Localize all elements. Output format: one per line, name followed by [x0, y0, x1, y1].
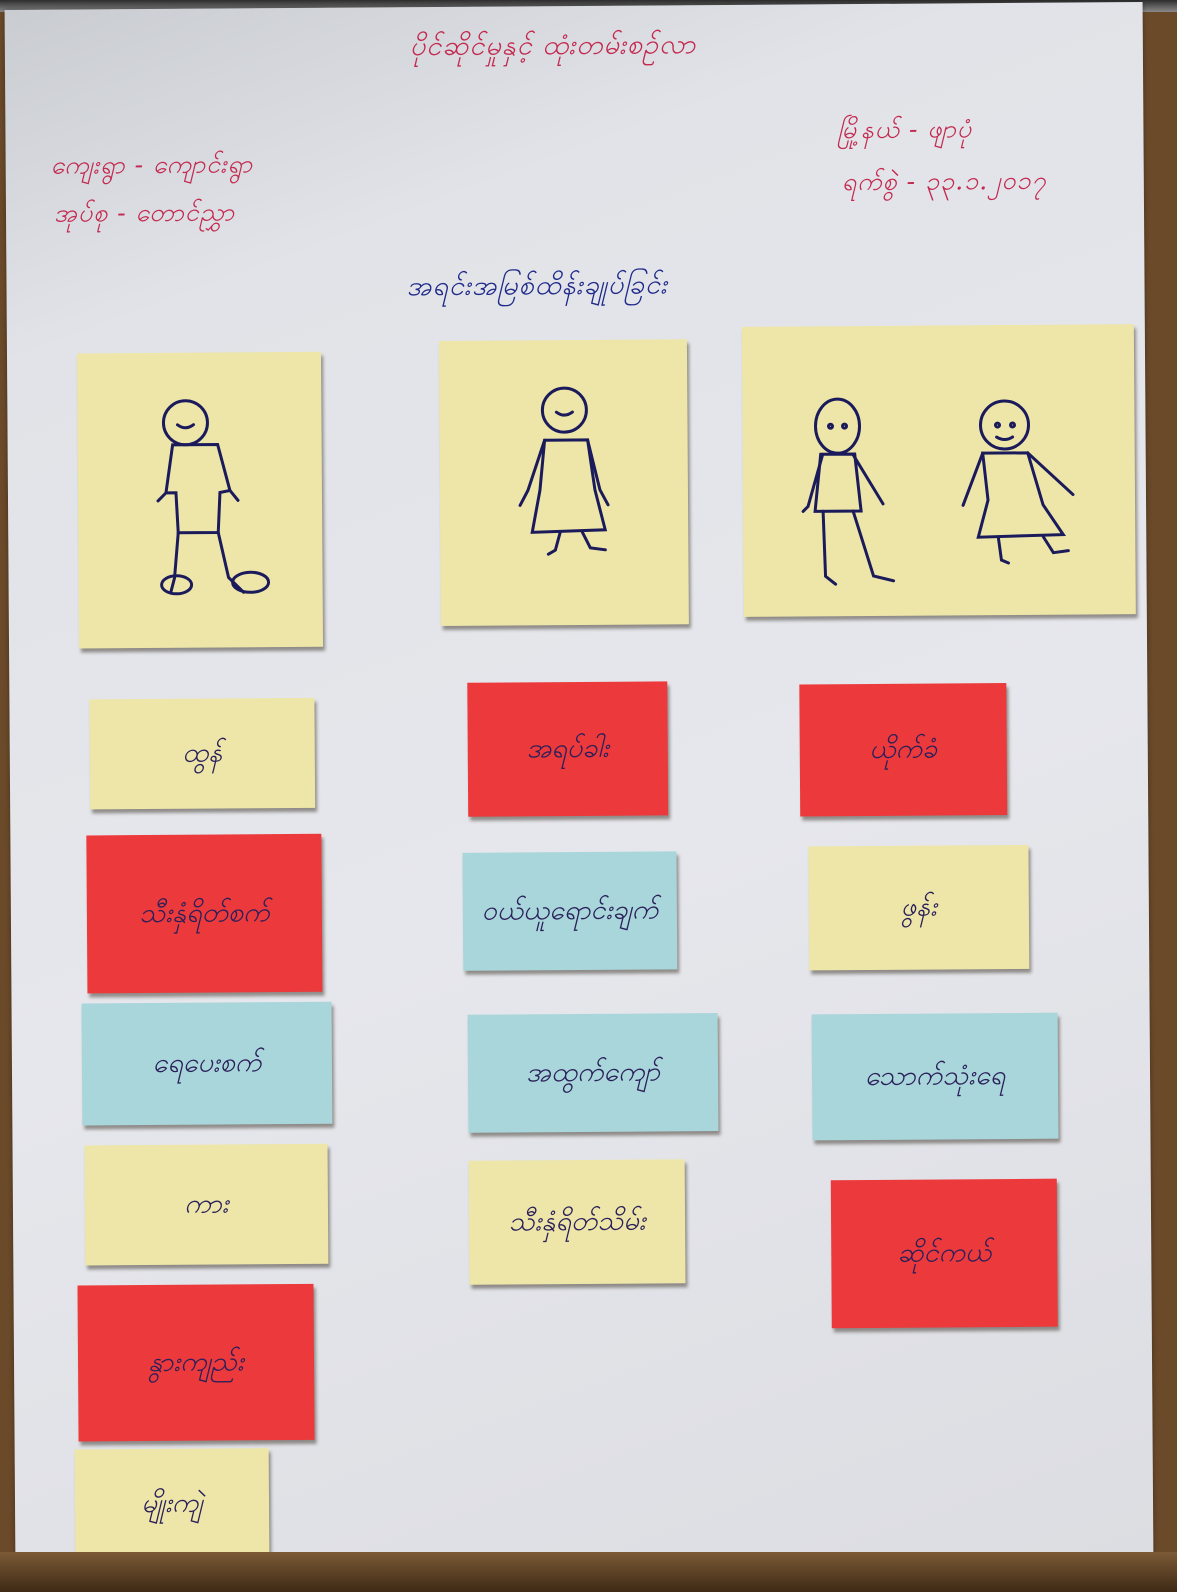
card-label: ယိုက်ခံ [869, 733, 938, 765]
couple-drawing-icon [742, 324, 1136, 617]
man-drawing-icon [77, 352, 323, 649]
chart-subtitle: အရင်းအမြစ်ထိန်းချုပ်ခြင်း [406, 269, 668, 303]
date-label: ရက်စွဲ - ၃၃.၁.၂၀၁၇ [841, 165, 1047, 197]
card-spoon [808, 845, 1029, 971]
chart-title: ပိုင်ဆိုင်မှုနှင့် ထုံးတမ်းစဉ်လာ [409, 29, 697, 63]
card-middle-red [467, 681, 668, 816]
card-label: အရပ်ခါး [526, 732, 610, 765]
card-label: ရေပေးစက် [152, 1047, 262, 1079]
card-crop-harvest [469, 1159, 686, 1285]
card-water-pump [82, 1002, 333, 1126]
card-seed-sowing [75, 1448, 270, 1559]
man-figure [77, 352, 323, 649]
chart-paper [5, 2, 1154, 1566]
township-label: မြို့နယ် - ဖျာပုံ [837, 114, 973, 145]
card-label: သီးနှံရိတ်စက် [139, 896, 270, 929]
card-label: အထွက်ကျော် [526, 1056, 660, 1089]
card-yield [468, 1013, 719, 1133]
card-label: ဆိုင်ကယ် [897, 1236, 992, 1269]
couple-figure [742, 324, 1136, 617]
card-harvester [86, 834, 322, 994]
card-trading [462, 851, 677, 970]
card-motorcycle [831, 1179, 1058, 1329]
photo-bottom-edge [0, 1552, 1177, 1592]
card-label: ကား [184, 1188, 229, 1220]
card-car [85, 1144, 329, 1266]
card-label: ထွန် [182, 737, 223, 769]
woman-drawing-icon [439, 339, 689, 626]
card-drinking-water [812, 1013, 1059, 1141]
card-label: မျိုးကျဲ [141, 1487, 203, 1519]
card-label: သီးနှံရိတ်သိမ်း [508, 1205, 646, 1238]
card-cow-shed [77, 1284, 314, 1442]
card-plough [89, 698, 315, 810]
village-tract-label: အုပ်စု - တောင်ညွှာ [53, 197, 236, 228]
woman-figure [439, 339, 689, 626]
card-label: နွားကျည်း [148, 1346, 244, 1378]
card-right-red [799, 683, 1007, 816]
card-label: ဖွန်း [900, 891, 938, 923]
card-label: သောက်သုံးရေ [864, 1059, 1006, 1092]
village-label: ကျေးရွာ - ကျောင်းရွာ [50, 149, 254, 180]
card-label: ဝယ်ယူရောင်းချက် [481, 894, 659, 927]
